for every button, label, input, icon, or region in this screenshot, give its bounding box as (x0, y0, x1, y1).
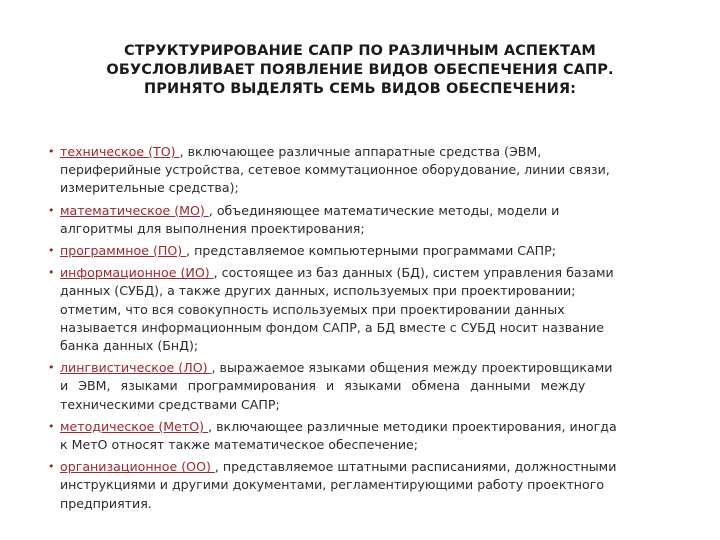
term-link-software[interactable]: программное (ПО) (60, 243, 187, 259)
list-item-technical (48, 143, 676, 198)
bullet-icon: • (48, 266, 55, 280)
list-item-mathematical (48, 202, 676, 238)
list-item-organizational (48, 458, 676, 513)
item-line (60, 458, 676, 476)
item-line: периферийные устройства, сетевое коммутационное оборудование, линии связи, (60, 162, 610, 178)
list-item-software (48, 242, 676, 260)
bullet-icon: • (48, 203, 55, 217)
item-line: отметим, что вся совокупность используемых при проектировании данных (60, 301, 565, 317)
item-line (60, 418, 676, 436)
item-line (60, 242, 676, 260)
item-text: , представляемое компьютерными программами САПР; (186, 243, 556, 259)
slide-title (60, 42, 660, 99)
title-line: ОБУСЛОВЛИВАЕТ ПОЯВЛЕНИЕ ВИДОВ ОБЕСПЕЧЕНИЯ САПР. (106, 62, 614, 78)
bullet-icon: • (48, 145, 55, 158)
term-link-methodical[interactable]: методическое (МетО) (60, 418, 209, 434)
item-line: банка данных (БнД); (60, 338, 199, 354)
term-link-technical[interactable]: техническое (ТО) (60, 144, 180, 159)
item-line: и ЭВМ, языками программирования и языками обмена данными между (60, 378, 586, 394)
item-line (60, 359, 676, 377)
list-item-linguistic (48, 359, 676, 414)
item-text: , представляемое штатными расписаниями, должностными (214, 459, 617, 475)
item-line: техническими средствами САПР; (60, 396, 280, 412)
term-link-linguistic[interactable]: лингвистическое (ЛО) (60, 360, 212, 376)
item-line (60, 202, 676, 220)
bullet-icon: • (48, 419, 55, 433)
bullet-icon: • (48, 361, 55, 375)
item-line: называется информационным фондом САПР, а БД вместе с СУБД носит название (60, 319, 605, 335)
item-line (60, 264, 676, 282)
item-text: , выражаемое языками общения между проектировщиками (211, 360, 613, 376)
term-link-mathematical[interactable]: математическое (МО) (60, 202, 209, 218)
bullet-icon: • (48, 460, 55, 474)
item-text: , состоящее из баз данных (БД), систем управления базами (213, 265, 614, 281)
title-line: ПРИНЯТО ВЫДЕЛЯТЬ СЕМЬ ВИДОВ ОБЕСПЕЧЕНИЯ: (144, 81, 576, 97)
item-line: алгоритмы для выполнения проектирования; (60, 220, 365, 236)
support-types-list (48, 143, 676, 517)
item-line: данных (СУБД), а также других данных, используемых при проектировании; (60, 283, 576, 299)
item-line: к МетО относят также математическое обеспечение; (60, 437, 418, 453)
item-text: , объединяющее математические методы, модели и (208, 202, 560, 218)
title-line: СТРУКТУРИРОВАНИЕ САПР ПО РАЗЛИЧНЫМ АСПЕКТАМ (124, 43, 596, 59)
item-text: , включающее различные аппаратные средства (ЭВМ, (179, 144, 542, 159)
list-item-informational (48, 264, 676, 355)
item-line: предприятия. (60, 495, 152, 511)
list-item-methodical (48, 418, 676, 454)
term-link-informational[interactable]: информационное (ИО) (60, 265, 214, 281)
item-text: , включающее различные методики проектирования, иногда (208, 418, 617, 434)
item-line: измерительные средства); (60, 180, 239, 196)
item-line: инструкциями и другими документами, регламентирующими работу проектного (60, 477, 605, 493)
term-link-organizational[interactable]: организационное (ОО) (60, 459, 215, 475)
bullet-icon: • (48, 244, 55, 258)
item-line (60, 143, 676, 161)
